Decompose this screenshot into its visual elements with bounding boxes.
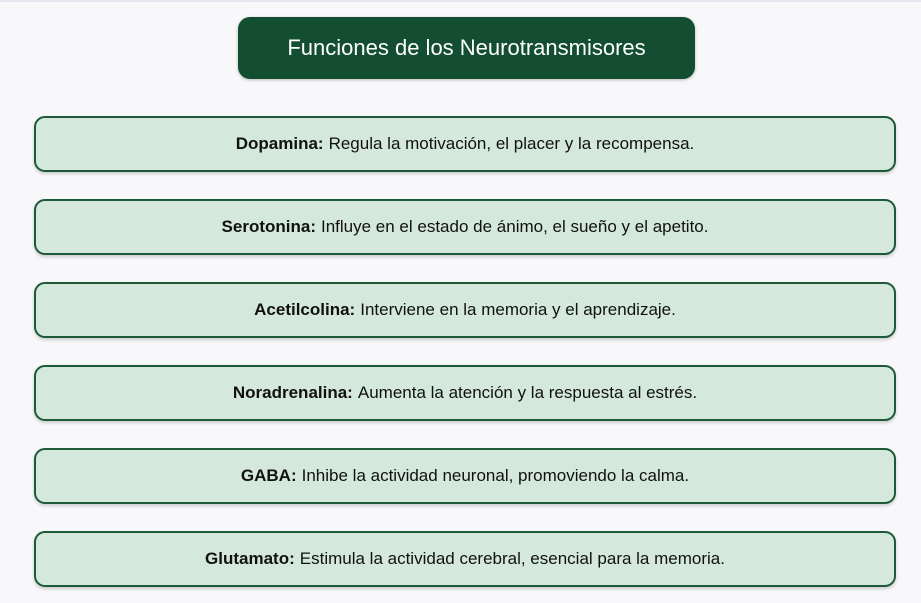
neurotransmitter-card-glutamato [34,531,896,587]
page-title-text: Funciones de los Neurotransmisores [287,35,646,60]
neurotransmitter-card-noradrenalina [34,365,896,421]
neurotransmitter-card-acetilcolina [34,282,896,338]
top-divider [0,0,921,2]
neurotransmitter-card-serotonina [34,199,896,255]
card-description: Inhibe la actividad neuronal, promoviendo la calma. [301,466,690,485]
card-term: Acetilcolina: [254,300,356,319]
card-term: Noradrenalina: [232,383,353,402]
neurotransmitter-card-gaba [34,448,896,504]
card-term: Glutamato: [205,549,295,568]
card-description: Regula la motivación, el placer y la recompensa. [328,134,695,153]
card-description: Interviene en la memoria y el aprendizaje. [360,300,676,319]
card-description: Influye en el estado de ánimo, el sueño y el apetito. [320,217,709,236]
neurotransmitter-card-dopamina [34,116,896,172]
card-term: Dopamina: [235,134,324,153]
card-term: Serotonina: [221,217,316,236]
page-title [238,17,695,79]
card-description: Estimula la actividad cerebral, esencial para la memoria. [299,549,725,568]
card-description: Aumenta la atención y la respuesta al estrés. [357,383,698,402]
card-term: GABA: [240,466,297,485]
